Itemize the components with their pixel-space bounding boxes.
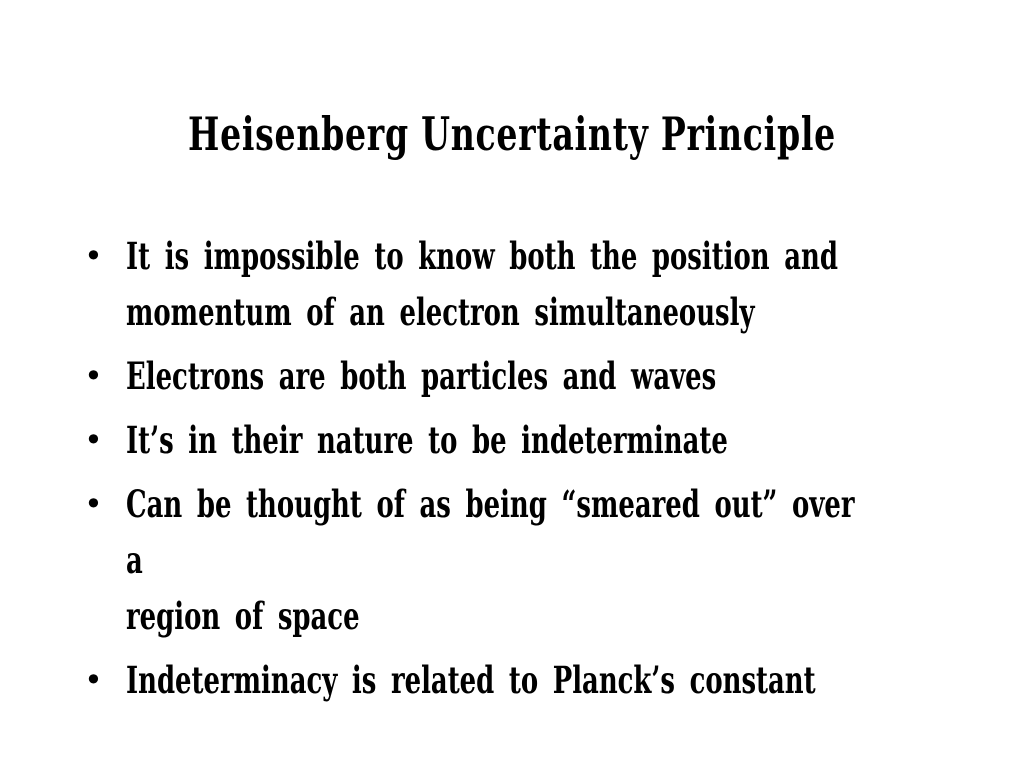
bullet-dot: • (84, 237, 103, 275)
slide-title: Heisenberg Uncertainty Principle (188, 107, 836, 161)
bullet-dot: • (84, 357, 103, 395)
bullet-text-line: momentum of an electron simultaneously (126, 290, 755, 334)
bullet-text-line: Can be thought of as being “smeared out” over a (126, 482, 855, 582)
bullet-text-line: Electrons are both particles and waves (126, 354, 717, 398)
bullet-dot: • (84, 421, 103, 459)
bullet-dot: • (84, 485, 103, 523)
bullet-item (84, 652, 944, 708)
bullet-item (84, 228, 944, 340)
bullet-text-line: Indeterminacy is related to Planck’s constant (126, 658, 816, 702)
bullet-text-line: It is impossible to know both the position and (126, 234, 838, 278)
bullet-item (84, 412, 944, 468)
bullet-text-line: It’s in their nature to be indeterminate (126, 418, 728, 462)
bullet-item (84, 348, 944, 404)
bullet-text-line: region of space (126, 594, 360, 638)
bullet-dot: • (84, 661, 103, 699)
bullet-item (84, 476, 944, 644)
bullet-list (84, 228, 944, 716)
